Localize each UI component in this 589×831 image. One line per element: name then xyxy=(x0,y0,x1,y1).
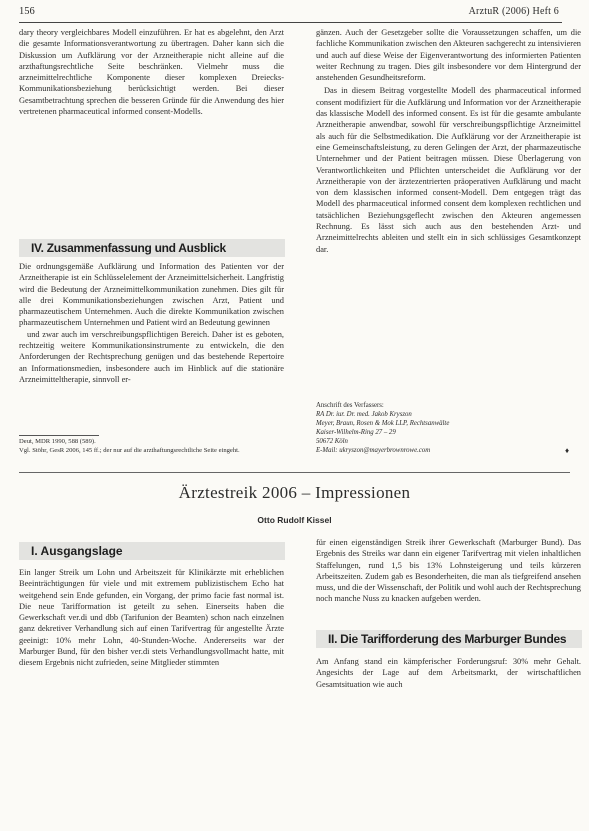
footnote: Vgl. Stöhr, GesR 2006, 145 ff.; der nur auf die arzthaftungsrechtliche Seite eingeht. xyxy=(19,446,240,454)
paragraph: gänzen. Auch der Gesetzgeber sollte die Voraussetzungen schaffen, um die fachliche Kommunikation zwischen den Akteuren sachgerecht zu intensivieren und auch auf diese Weise der Eigenverantwortung des informierten Patienten weiter Rechnung zu tragen. Dies gilt insbesondere vor dem Hintergrund der anstehenden Gesundheitsreform. xyxy=(316,28,581,83)
author-address-label: Anschrift des Verfassers: xyxy=(316,402,384,409)
section-heading-i: I. Ausgangslage xyxy=(19,542,285,560)
author-email: E-Mail: ukryszon@mayerbrownrowe.com xyxy=(316,447,431,455)
footnote-rule xyxy=(19,435,99,436)
section-heading-ii: II. Die Tarifforderung des Marburger Bundes xyxy=(316,630,582,648)
paragraph: für einen eigenständigen Streik ihrer Gewerkschaft (Marburger Bund). Das Ergebnis des Streiks war dann ein eigener Tarifvertrag mit vielen inhaltlichen Staffelungen, rund 1,5 bis 13% Lohnsteigerung und teils kürzeren Arbeitszeiten. Zudem gab es Besonderheiten, die man als tiefgreifend ansehen muss, und die der Wissenschaft, der Politik und wohl auch der Rechtsprechung noch manche Nuss zu knacken aufgeben werden. xyxy=(316,538,581,604)
footnote: Deut, MDR 1990, 588 (589). xyxy=(19,438,96,445)
journal-header: ArztuR (2006) Heft 6 xyxy=(468,6,559,17)
right-column-top xyxy=(316,27,581,255)
author-name: RA Dr. iur. Dr. med. Jakob Kryszon xyxy=(316,411,412,419)
right-column-bottom xyxy=(316,537,581,605)
paragraph: und zwar auch im verschreibungspflichtigen Bereich. Daher ist es geboten, rechtzeitig weitere Kommunikationsinstrumente zu entwickeln, die den Anforderungen der Rechtsprechung genügen und das bestehende Repertoire an Informationsmedien, insbesondere auch im Hinblick auf die stationäre Arzneimitteltherapie, sinnvoll er- xyxy=(19,329,284,384)
left-column-top xyxy=(19,27,284,117)
left-column-summary xyxy=(19,261,284,385)
author-firm: Meyer, Braun, Rosen & Mok LLP, Rechtsanwälte xyxy=(316,420,450,428)
paragraph: dary theory vergleichbares Modell einzuführen. Er hat es abgelehnt, den Arzt die gesamte Informationsverantwortung zu übertragen. Daher kann sich die Diskussion um Aufklärung vor der Arzneitherapie nicht alleine auf die arzthaftungsrechtliche Seite beschränken. Vielmehr muss die arzneimittelrechtliche Komponente dieser komplexen Dreiecks-Kommunikationsbeziehung berücksichtigt werden. Bei dieser Gesamtbetrachtung sprechen die besseren Gründe für die Anwendung des hier vertretenen pharmaceutical informed consent-Modells. xyxy=(19,28,284,117)
author-street: Kaiser-Wilhelm-Ring 27 – 29 xyxy=(316,429,396,437)
left-column-bottom xyxy=(19,567,284,669)
header-rule xyxy=(19,22,562,23)
footnotes xyxy=(19,438,284,455)
paragraph: Am Anfang stand ein kämpferischer Forderungsruf: 30% mehr Gehalt. Angesichts der Lage auf dem Arbeitsmarkt, der wirtschaftlichen Gesamtsituation wie auch xyxy=(316,657,581,689)
end-of-article-mark: ♦ xyxy=(565,446,570,455)
page-number: 156 xyxy=(19,6,35,17)
article-author: Otto Rudolf Kissel xyxy=(257,515,332,525)
section-heading-iv: IV. Zusammenfassung und Ausblick xyxy=(19,239,285,257)
article-title: Ärztestreik 2006 – Impressionen xyxy=(178,483,411,502)
paragraph: Die ordnungsgemäße Aufklärung und Information des Patienten vor der Arzneitherapie ist ein Schlüsselelement der Arzneimittelsicherheit. Langfristig wird die Bedeutung der Arzneimittelkommunikation zunehmen. Dies gilt für alle drei Kommunikationsbeziehungen zwischen Arzt, Patient und pharmazeutischem Unternehmen. Auch die direkte Kommunikation zwischen pharmazeutischem Unternehmen und Patient wird an Bedeutung gewinnen xyxy=(19,262,284,328)
author-address xyxy=(316,401,581,456)
paragraph: Ein langer Streik um Lohn und Arbeitszeit für Klinikärzte mit erheblichen Beeinträchtigungen für viele und mit extremem publizistischem Echo hat weitgehend sein Ende gefunden, ein Vorgang, der primo facie fast normal ist. Die neue Tarifformation ist geteilt zu sehen. Einerseits haben die Gewerkschaft ver.di und dbb (Tarifunion der Beamten) schon nach einzelnen ganz dekretiver Verhandlung sich auf einen Tarifvertrag für angestellte Ärzte geeinigt: 10% mehr Lohn, 40-Stunden-Woche. Andererseits war der Marburger Bund, für den bisher ver.di stets Verhandlungsvollmacht hatte, mit diesem Ergebnis nicht zufrieden, seine Mitglieder stimmten xyxy=(19,568,284,668)
right-column-section-ii xyxy=(316,656,581,690)
author-city: 50672 Köln xyxy=(316,438,348,446)
paragraph: Das in diesem Beitrag vorgestellte Modell des pharmaceutical informed consent modifiziert für die Aufklärung und Information vor der Arzneitherapie das klassische Modell des informed consent. Es ist für die gesamte ambulante Arzneitherapie anwendbar, sowohl für verschreibungspflichtige Arzneimittel als auch für die Selbstmedikation. Die Aufklärung vor der Arzneitherapie ist eine Gemeinschaftsleistung, zu deren Gelingen der Arzt, der pharmazeutische Unternehmer und der Patient beitragen müssen. Diese Überlagerung von Verantwortlichkeiten und Pflichten unterscheidet die Aufklärung vor der Arzneitherapie von der ärztezentrierten präoperativen Aufklärung und macht von dem klassischen informed consent-Modell. Dem entgegen trägt das Modell des pharmaceutical informed consent dem komplexen rechtlichen und tatsächlichen Beziehungsgeflecht zwischen den Akteuren angemessen Rechnung. Es lässt sich auch aus den bestehenden Arzt- und Arzneimittelrechts ableiten und stellt ein in sich schlüssiges Gesamtkonzept dar. xyxy=(316,86,581,254)
article-separator xyxy=(19,472,570,473)
